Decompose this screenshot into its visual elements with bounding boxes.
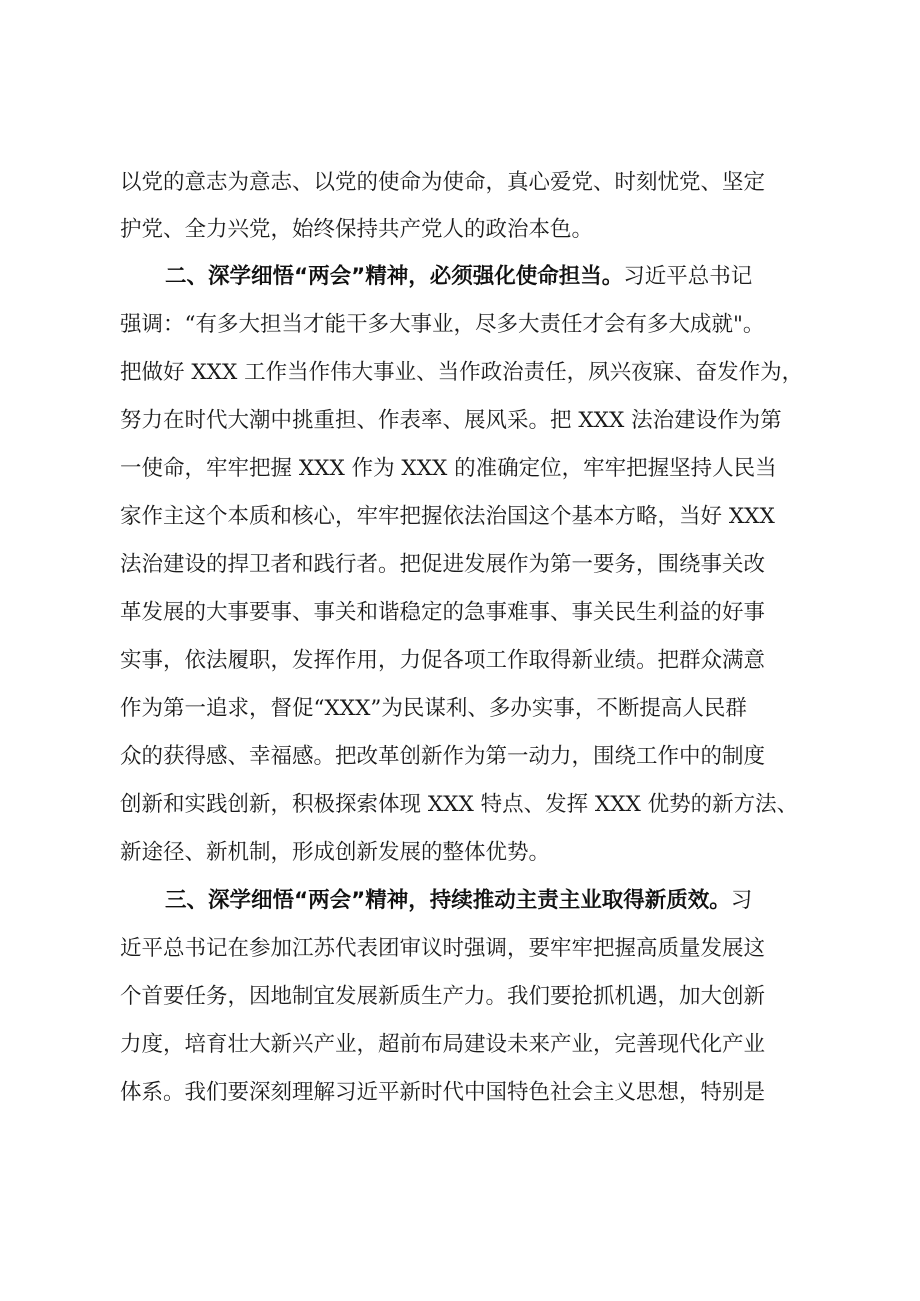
body-line: 以党的意志为意志、以党的使命为使命，真心爱党、时刻忧党、坚定 (120, 170, 766, 195)
body-line: 家作主这个本质和核心，牢牢把握依法治国这个基本方略，当好 XXX (120, 504, 775, 529)
body-line: 努力在时代大潮中挑重担、作表率、展风采。把 XXX 法治建设作为第 (120, 408, 782, 433)
section-heading: 二、深学细悟“两会”精神，必须强化使命担当。 (165, 264, 624, 289)
body-line: 把做好 XXX 工作当作伟大事业、当作政治责任，夙兴夜寐、奋发作为， (120, 360, 804, 385)
section-heading: 三、深学细悟“两会”精神，持续推动主责主业取得新质效。 (165, 888, 731, 913)
body-text: 习 (730, 888, 753, 913)
body-line: 一使命，牢牢把握 XXX 作为 XXX 的准确定位，牢牢把握坚持人民当 (120, 456, 777, 481)
body-line: 革发展的大事要事、事关和谐稳定的急事难事、事关民生利益的好事 (120, 600, 766, 625)
body-line: 创新和实践创新，积极探索体现 XXX 特点、发挥 XXX 优势的新方法、 (120, 792, 799, 817)
body-line: 法治建设的捍卫者和践行者。把促进发展作为第一要务，围绕事关改 (120, 552, 766, 577)
body-line: 体系。我们要深刻理解习近平新时代中国特色社会主义思想，特别是 (120, 1080, 766, 1105)
body-line: 力度，培育壮大新兴产业，超前布局建设未来产业，完善现代化产业 (120, 1032, 766, 1057)
body-line: 实事，依法履职，发挥作用，力促各项工作取得新业绩。把群众满意 (120, 648, 766, 673)
section-paragraph-start (0, 254, 920, 300)
body-line: 新途径、新机制，形成创新发展的整体优势。 (120, 840, 551, 865)
body-line: 作为第一追求，督促“XXX”为民谋利、多办实事，不断提高人民群 (120, 696, 747, 721)
body-line: 强调：“有多大担当才能干多大事业，尽多大责任才会有多大成就"。 (120, 312, 765, 337)
body-text: 习近平总书记 (623, 264, 753, 289)
body-line: 个首要任务，因地制宜发展新质生产力。我们要抢抓机遇，加大创新 (120, 984, 766, 1009)
section-paragraph-start (0, 878, 920, 924)
body-line: 护党、全力兴党，始终保持共产党人的政治本色。 (120, 217, 594, 242)
body-line: 近平总书记在参加江苏代表团审议时强调，要牢牢把握高质量发展这 (120, 936, 766, 961)
body-line: 众的获得感、幸福感。把改革创新作为第一动力，围绕工作中的制度 (120, 744, 766, 769)
